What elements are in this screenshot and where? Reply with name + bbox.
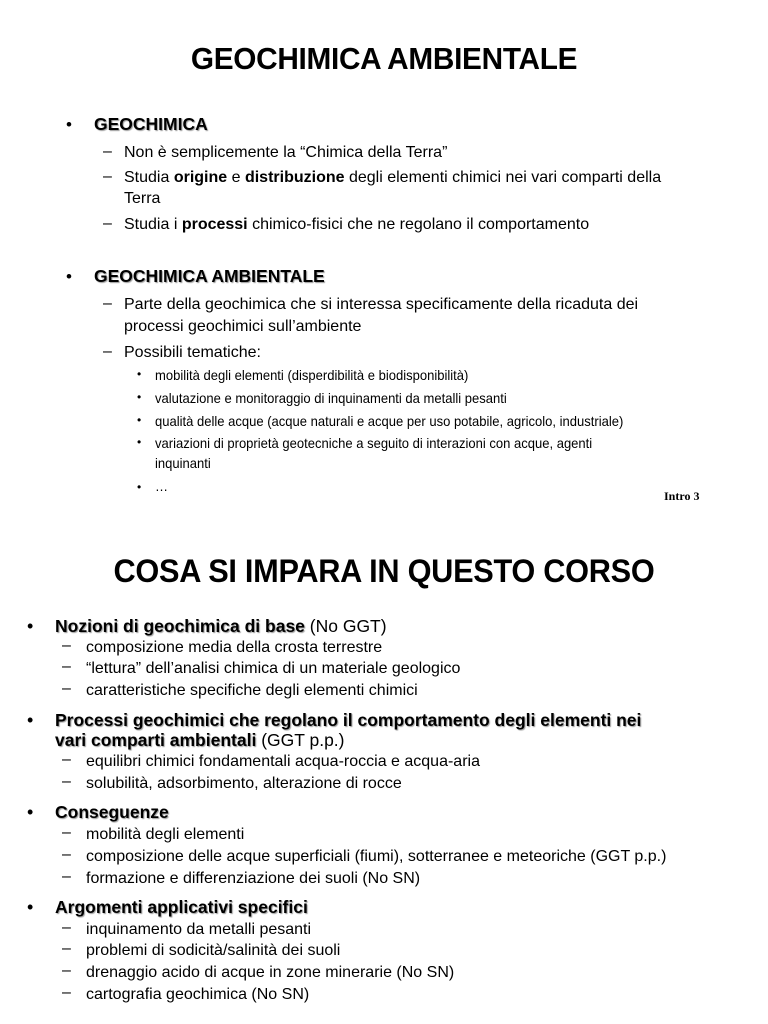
sub-bullet: • <box>137 480 142 494</box>
item-text <box>124 167 661 188</box>
dash: – <box>103 295 112 312</box>
dash: – <box>62 773 71 790</box>
sub-bullet: • <box>137 435 142 449</box>
item-text: drenaggio acido di acque in zone minerarie (No SN) <box>86 964 455 981</box>
section-heading-text: Processi geochimici che regolano il comportamento degli elementi nei <box>55 710 642 730</box>
section-heading-text: Conseguenze <box>55 802 169 822</box>
section-heading-text: Nozioni di geochimica di base <box>55 616 305 636</box>
dash: – <box>62 824 71 841</box>
item-text-continuation: processi geochimici sull’ambiente <box>124 318 362 335</box>
section-heading <box>55 616 387 636</box>
item-text: Parte della geochimica che si interessa specificamente della ricaduta dei <box>124 296 639 313</box>
bullet: • <box>27 897 34 917</box>
section-note: (GGT p.p.) <box>256 730 345 750</box>
item-text: composizione media della crosta terrestre <box>86 639 383 656</box>
item-text: “lettura” dell’analisi chimica di un materiale geologico <box>86 660 461 677</box>
sub-item: qualità delle acque (acque naturali e acque per uso potabile, agricolo, industriale) <box>155 413 624 429</box>
section-heading <box>55 730 345 750</box>
dash: – <box>103 215 112 232</box>
sub-item: … <box>155 478 169 494</box>
dash: – <box>62 658 71 675</box>
item-text: solubilità, adsorbimento, alterazione di rocce <box>86 775 402 792</box>
item-text-part: e <box>227 169 245 186</box>
item-text: inquinamento da metalli pesanti <box>86 921 312 938</box>
dash: – <box>103 343 112 360</box>
item-text-bold: distribuzione <box>244 169 345 186</box>
section-heading-geochimica-ambientale: GEOCHIMICA AMBIENTALE <box>94 266 325 286</box>
slide-2-title: COSA SI IMPARA IN QUESTO CORSO <box>113 553 655 589</box>
item-text-part: chimico-fisici che ne regolano il comportamento <box>247 216 590 233</box>
sub-bullet: • <box>137 413 142 427</box>
dash: – <box>62 868 71 885</box>
item-text-part: Studia i <box>124 216 182 233</box>
slide-1-title: GEOCHIMICA AMBIENTALE <box>190 41 578 76</box>
sub-item: mobilità degli elementi (disperdibilità e biodisponibilità) <box>155 367 469 383</box>
item-text: composizione delle acque superficiali (fiumi), sotterranee e meteoriche (GGT p.p.) <box>86 848 667 865</box>
sub-item-continuation: inquinanti <box>155 455 211 471</box>
sub-item: valutazione e monitoraggio di inquinamenti da metalli pesanti <box>155 390 507 406</box>
bullet: • <box>66 115 72 134</box>
dash: – <box>62 962 71 979</box>
bullet: • <box>27 802 34 822</box>
item-text: formazione e differenziazione dei suoli (No SN) <box>86 870 421 887</box>
item-text <box>124 214 589 235</box>
bullet: • <box>27 710 34 730</box>
item-text: mobilità degli elementi <box>86 826 245 843</box>
dash: – <box>62 984 71 1001</box>
dash: – <box>62 680 71 697</box>
item-text: Possibili tematiche: <box>124 344 261 361</box>
bullet: • <box>66 267 72 286</box>
section-heading-geochimica: GEOCHIMICA <box>94 114 208 134</box>
sub-item: variazioni di proprietà geotecniche a seguito di interazioni con acque, agenti <box>155 435 593 451</box>
section-heading-text: vari comparti ambientali <box>55 730 257 750</box>
sub-bullet: • <box>137 367 142 381</box>
item-text-bold: origine <box>173 169 228 186</box>
dash: – <box>62 846 71 863</box>
dash: – <box>62 637 71 654</box>
item-text: caratteristiche specifiche degli elementi chimici <box>86 682 418 699</box>
dash: – <box>62 919 71 936</box>
item-text: cartografia geochimica (No SN) <box>86 986 310 1003</box>
dash: – <box>103 143 112 160</box>
sub-bullet: • <box>137 390 142 404</box>
item-text-continuation: Terra <box>124 190 161 207</box>
item-text-part: Studia <box>124 169 174 186</box>
slide-footer: Intro 3 <box>664 489 700 503</box>
bullet: • <box>27 616 34 636</box>
item-text: problemi di sodicità/salinità dei suoli <box>86 942 341 959</box>
section-note: (No GGT) <box>304 616 387 636</box>
item-text-part: degli elementi chimici nei vari comparti della <box>344 169 662 186</box>
dash: – <box>103 168 112 185</box>
dash: – <box>62 751 71 768</box>
item-text: Non è semplicemente la “Chimica della Terra” <box>124 144 448 161</box>
item-text: equilibri chimici fondamentali acqua-roccia e acqua-aria <box>86 753 480 770</box>
item-text-bold: processi <box>181 216 248 233</box>
dash: – <box>62 940 71 957</box>
section-heading-text: Argomenti applicativi specifici <box>55 897 308 917</box>
